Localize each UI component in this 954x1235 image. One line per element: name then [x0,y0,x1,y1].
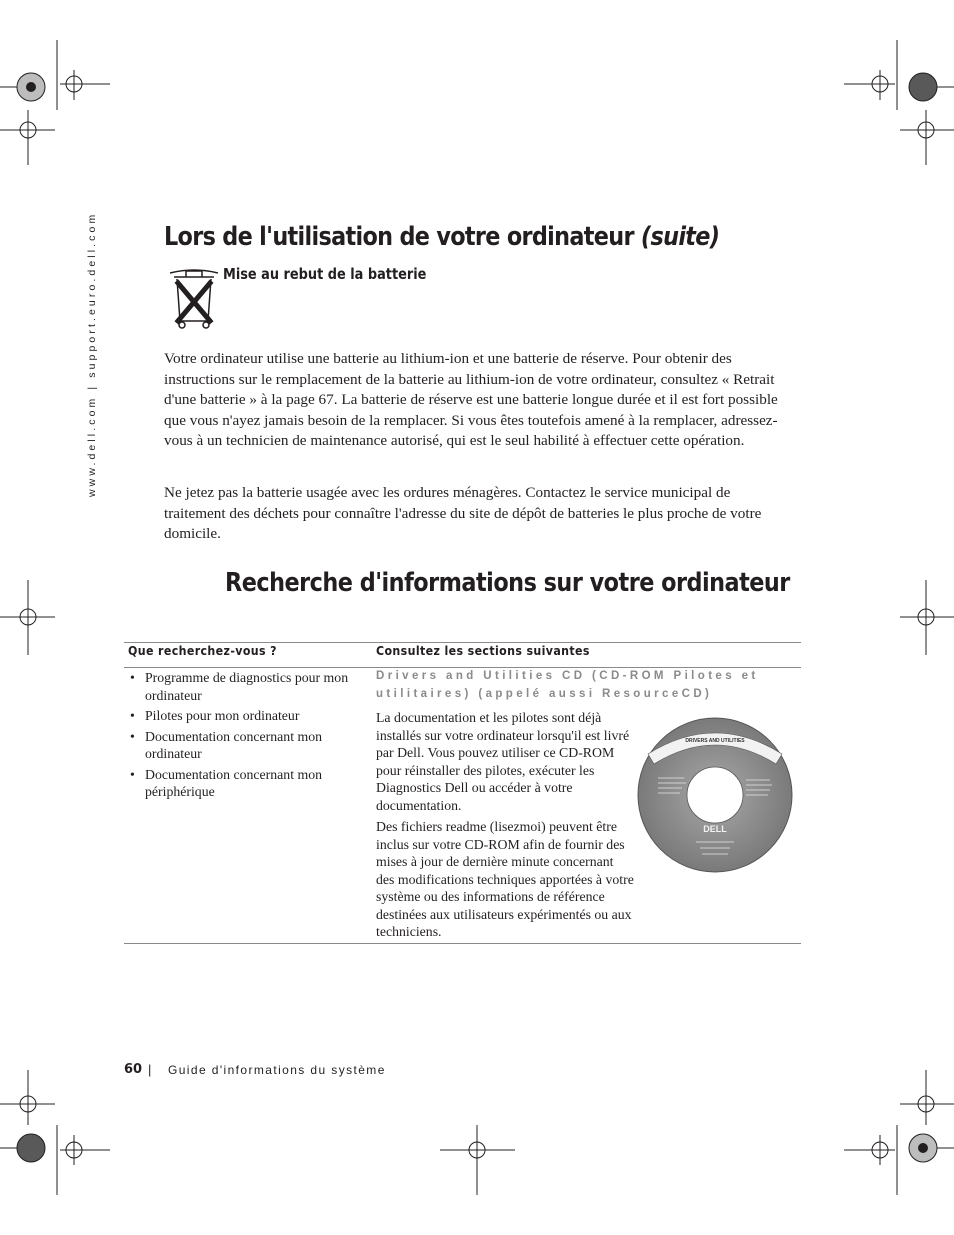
search-topics-list [130,669,368,804]
battery-disposal-heading: Mise au rebut de la batterie [223,265,427,283]
section-title-usage [164,222,719,252]
cd-rom-image [636,716,794,874]
bullet: • [130,708,135,723]
table-header-right: Consultez les sections suivantes [376,644,590,658]
bullet: • [130,728,135,744]
list-item-text: Documentation concernant mon périphérique [145,766,323,799]
disposal-paragraph: Ne jetez pas la batterie usagée avec les ordures ménagères. Contactez le service municipal de traitement des déchets pour connaître l'adresse du site de dépôt de batteries le plus proche de votre domicile. [164,484,762,542]
list-item-text: Programme de diagnostics pour mon ordinateur [145,670,349,703]
table-rule-bottom [124,943,801,944]
table-header-left: Que recherchez-vous ? [128,644,277,658]
section-title-suffix: (suite) [640,222,720,252]
readme-description: Des fichiers readme (lisezmoi) peuvent être inclus sur votre CD-ROM afin de fournir des mises à jour de dernière minute concernant des modifications techniques apportées à votre système ou des informations de référence destinées aux utilisateurs expérimentés ou aux techniciens. [376,819,634,939]
footer-separator: | [148,1062,152,1077]
list-item [130,766,368,801]
list-item-text: Pilotes pour mon ordinateur [145,708,300,723]
section-title-main: Lors de l'utilisation de votre ordinateur [164,222,634,252]
list-item [130,728,368,763]
bullet: • [130,766,135,782]
battery-paragraph: Votre ordinateur utilise une batterie au lithium-ion et une batterie de réserve. Pour obtenir des instructions sur le remplacement de la batterie au lithium-ion de votre ordinateur, consultez « Retrait d'une batterie » à la page 67. La batterie de réserve est une batterie longue durée et il est fort possible que vous n'ayez jamais besoin de la remplacer. Si vous êtes toutefois amené à la remplacer, adressez-vous à un technicien de maintenance autorisé, qui est le seul habilité à effectuer cette opération. [164,350,778,449]
cd-brand-logo: DELL [703,824,727,834]
list-item [130,707,368,725]
cd-title: Drivers and Utilities CD (CD-ROM Pilotes et utilitaires) (appelé aussi ResourceCD) [376,670,759,700]
bullet: • [130,670,135,685]
table-rule-top [124,642,801,643]
list-item [130,669,368,704]
list-item-text: Documentation concernant mon ordinateur [145,728,323,761]
sidebar-url-text: www.dell.com | support.euro.dell.com [86,211,98,497]
section-title-find-info: Recherche d'informations sur votre ordinateur [225,568,790,598]
crossed-out-bin-icon [168,267,220,331]
cd-description: La documentation et les pilotes sont déjà installés sur votre ordinateur lorsqu'il est livré par Dell. Vous pouvez utiliser ce CD-ROM pour réinstaller des pilotes, exécuter les Diagnostics Dell ou accéder à votre documentation. [376,710,630,813]
cd-label-text: DRIVERS AND UTILITIES [685,738,745,744]
page-number: 60 [124,1062,143,1077]
footer-guide-title: Guide d'informations du système [168,1063,386,1077]
